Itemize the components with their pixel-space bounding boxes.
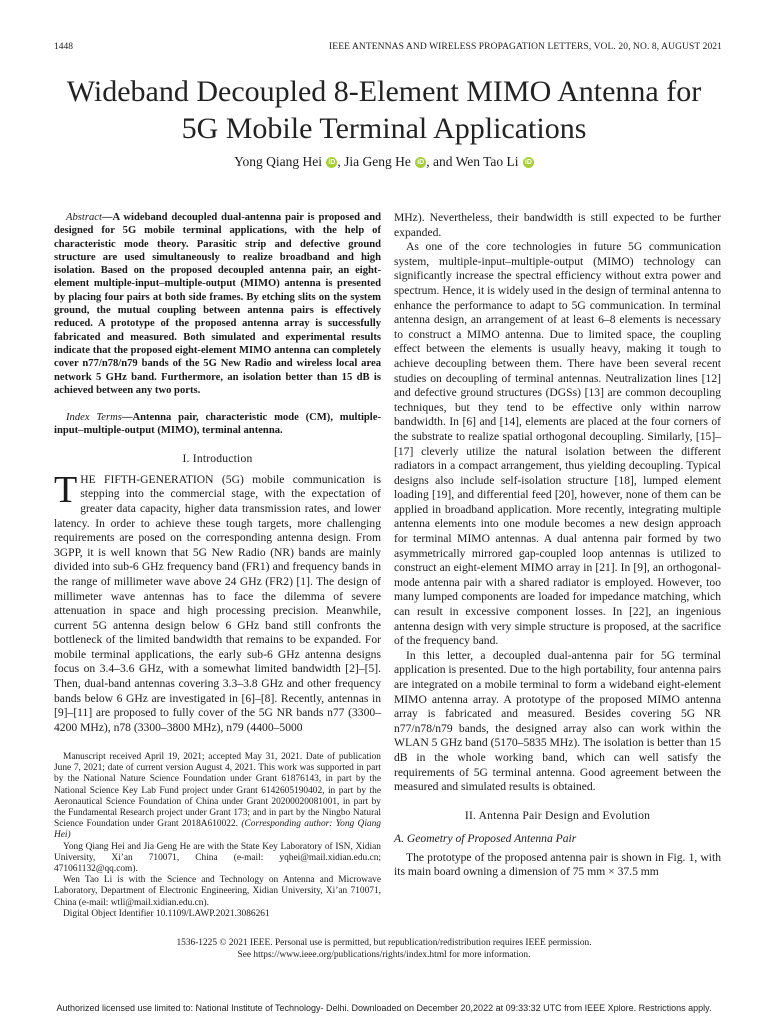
corresponding-author: (Corresponding author: Yong Qiang Hei): [54, 819, 381, 841]
intro-paragraph-1: [54, 468, 381, 736]
drop-cap: T: [54, 468, 78, 511]
section-heading-introduction: I. Introduction: [182, 451, 253, 465]
author-2: , Jia Geng He: [337, 154, 411, 169]
page-number: 1448: [54, 42, 73, 52]
orcid-icon[interactable]: iD: [417, 159, 425, 166]
author-list: [0, 154, 768, 170]
index-terms-text: —Antenna pair, characteristic mode (CM), multiple-input–multiple-output (MIMO), terminal antenna.: [54, 412, 381, 437]
intro-paragraph-3: In this letter, a decoupled dual-antenna pair for 5G terminal application is presented. Due to the high portability, four antenna pairs are integrated on a mobile terminal to form a wideband eight-element MIMO antenna array. A prototype of the proposed MIMO antenna array is fabricated and measured. Besides covering 5G NR n77/n78/n79 bands, the designed array also can work within the WLAN 5 GHz band (5170–5835 MHz). The isolation is better than 15 dB in the whole working band, which can well satisfy the requirements of 5G terminal antenna. Good agreement between the measured and simulated results is obtained.: [394, 648, 722, 794]
footnote-manuscript: [54, 752, 381, 842]
copyright-notice: [0, 938, 768, 961]
orcid-icon[interactable]: iD: [328, 159, 336, 166]
index-terms: [54, 411, 381, 438]
running-head: IEEE ANTENNAS AND WIRELESS PROPAGATION LETTERS, VOL. 20, NO. 8, AUGUST 2021: [329, 42, 722, 52]
section-heading-antenna-pair: II. Antenna Pair Design and Evolution: [464, 808, 651, 822]
orcid-icon[interactable]: iD: [524, 159, 532, 166]
authorized-use-footer: Authorized licensed use limited to: National Institute of Technology- Delhi. Downloaded on December 20,2022 at 09:33:32 UTC from IEEE Xplore. Restrictions apply.: [56, 1003, 712, 1013]
author-3: , and Wen Tao Li: [426, 154, 519, 169]
abstract: [54, 211, 381, 397]
left-column: [54, 211, 381, 735]
geometry-paragraph-1: The prototype of the proposed antenna pair is shown in Fig. 1, with its main board owning a dimension of 75 mm × 37.5 mm: [394, 850, 721, 879]
footnote-affiliation-1: Yong Qiang Hei and Jia Geng He are with the State Key Laboratory of ISN, Xidian University, Xi’an 710071, China (e-mail: yqhei@mail.xidian.edu.cn; 471061132@qq.com).: [54, 841, 381, 875]
abstract-text: —A wideband decoupled dual-antenna pair is proposed and designed for 5G mobile terminal applications, with the help of characteristic mode theory. Parasitic strip and defective ground structure are used simultaneously to realize broadband and high isolation. Based on the proposed decoupled antenna pair, an eight-element multiple-input–multiple-output (MIMO) antenna is presented by placing four pairs at both side frames. By etching slits on the system ground, the mutual coupling between antenna pairs is effectively reduced. A prototype of the proposed antenna array is successfully fabricated and measured. Both simulated and experimental results indicate that the proposed eight-element MIMO antenna can completely cover n77/n78/n79 bands of the 5G New Radio and wireless local area network 5 GHz band. Furthermore, an isolation better than 15 dB is achieved between any two ports.: [54, 212, 381, 396]
right-column: [394, 211, 721, 880]
author-1: Yong Qiang Hei: [234, 154, 322, 169]
footnotes: [54, 752, 381, 920]
copyright-line-2: See https://www.ieee.org/publications/rights/index.html for more information.: [237, 949, 531, 960]
intro-paragraph-2: As one of the core technologies in future 5G communication system, multiple-input–multiple-output (MIMO) technology can significantly increase the spectral efficiency without extra power and spectrum. Hence, it is widely used in the design of terminal antenna to enhance the performance to adapt to 5G communication. In terminal antenna design, an arrangement of at least 6–8 elements is necessary to construct a MIMO antenna. Due to limited space, the coupling effect between the elements is usually heavy, making it tough to achieve decoupling between them. There have been several recent studies on decoupling of terminal antennas. Neutralization lines [12] and defective ground structures (DGSs) [13] are common decoupling techniques, but they tend to be effective only within narrow bandwidth. In [6] and [14], elements are placed at the four corners of the substrate to realize spatial orthogonal decoupling. Similarly, [15]–[17] cleverly utilize the natural isolation between the different radiators in a compact arrangement, thus yielding decoupling. Typical designs also include self-isolation structure [18], lumped element loading [19], and differential feed [20], however, none of them can be applied in broadband application. More recently, integrating multiple antenna elements into one module becomes a new design approach for terminal MIMO antennas. A dual antenna pair formed by two asymmetrically mirrored gap-coupled loop antennas is utilized to construct an eight-element MIMO array in [21]. In [9], an orthogonal-mode antenna pair with a shared radiator is employed. However, too many lumped components are loaded for impedance matching, which can result in excessive component losses. In [22], an ingenious antenna design with very simple structure is proposed, at the sacrifice of the frequency band.: [394, 240, 721, 648]
footnote-affiliation-2: Wen Tao Li is with the Science and Technology on Antenna and Microwave Laboratory, Department of Electronic Engineering, Xidian University, Xi’an 710071, China (e-mail: wtli@mail.xidian.edu.cn).: [54, 875, 381, 908]
title-line-1: Wideband Decoupled 8-Element MIMO Antenna for: [66, 75, 702, 108]
intro-paragraph-1-text: HE FIFTH-GENERATION (5G) mobile communication is stepping into the commercial stage, with the expectation of greater data capacity, higher data transmission rates, and lower latency. In order to achieve these tough targets, more challenging requirements are posed on the corresponding antenna design. From 3GPP, it is well known that 5G New Radio (NR) bands are mainly divided into sub-6 GHz frequency band (FR1) and frequency bands in the range of millimeter wave above 24 GHz (FR2) [1]. The design of millimeter wave antennas has to face the dilemma of severe attenuation in space and high processing precision. Meanwhile, current 5G antenna design below 6 GHz band still confronts the bottleneck of the limited bandwidth that remains to be expanded. For mobile terminal applications, the early sub-6 GHz antenna designs focus on 3.4–3.6 GHz, with a somewhat limited bandwidth [2]–[5]. Then, dual-band antennas covering 3.3–3.8 GHz and other frequency bands below 6 GHz are investigated in [6]–[8]. Recently, antennas in [9]–[11] are proposed to fully cover of the 5G NR bands n77 (3300–4200 MHz), n78 (3300–3800 MHz), n79 (4400–5000: [54, 472, 381, 734]
copyright-line-1: 1536-1225 © 2021 IEEE. Personal use is permitted, but republication/redistribution requires IEEE permission.: [176, 938, 592, 948]
intro-paragraph-1-continued: MHz). Nevertheless, their bandwidth is still expected to be further expanded.: [394, 211, 721, 239]
subsection-heading-geometry: A. Geometry of Proposed Antenna Pair: [394, 831, 577, 845]
paper-title: [0, 73, 768, 147]
footnote-doi: Digital Object Identifier 10.1109/LAWP.2021.3086261: [63, 908, 270, 919]
index-terms-label: Index Terms: [66, 412, 122, 424]
title-line-2: 5G Mobile Terminal Applications: [181, 112, 587, 145]
footnote-manuscript-text: Manuscript received April 19, 2021; accepted May 31, 2021. Date of publication June 7, 2021; date of current version August 4, 2021. This work was supported in part by the National Nature Science Foundation under Grant 61876143, in part by the National Science Key Lab Fund project under Grant 6142605190402, in part by the Aeronautical Science Foundation of China under Grant 20200020081001, in part by the Fundamental Research project under Grant 173; and in part by the Ningbo Natural Science Foundation under Grant 2018A610022.: [54, 752, 381, 830]
abstract-label: Abstract: [66, 212, 102, 223]
